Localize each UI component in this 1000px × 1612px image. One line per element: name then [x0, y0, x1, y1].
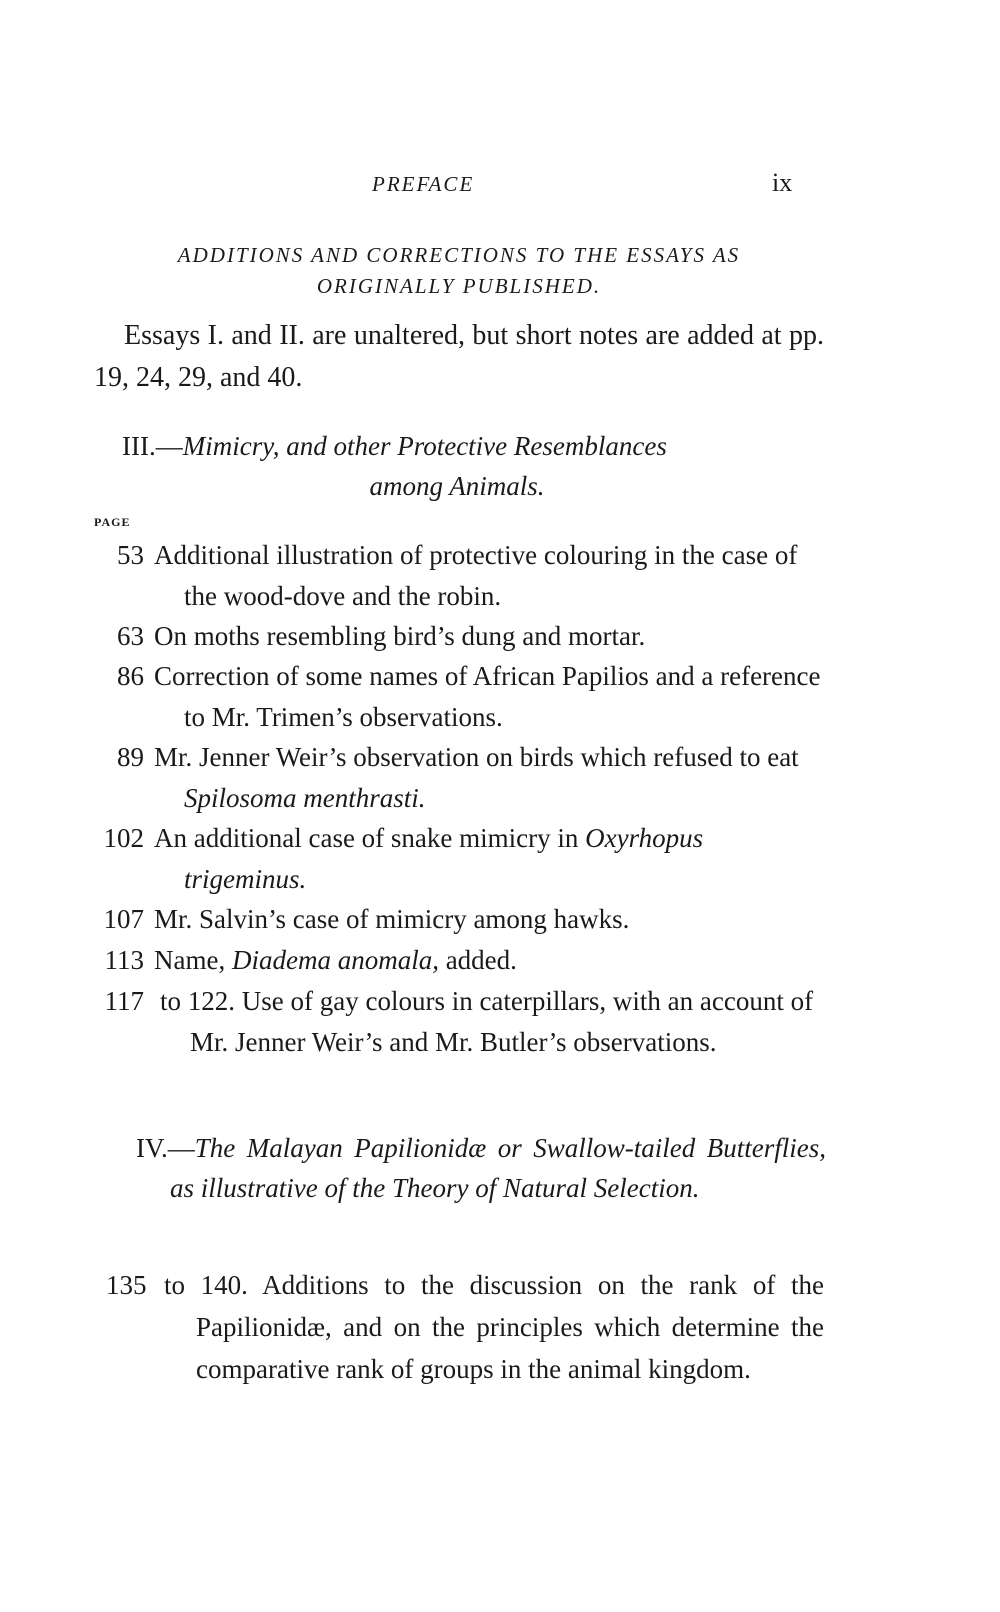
- entry-text: Name, Diadema anomala, added.: [154, 945, 517, 975]
- essay-3-numeral: III.—Mimicry, and other Protective Resemblances: [122, 431, 667, 461]
- essay-3-heading: [122, 426, 822, 506]
- entry-text: Mr. Salvin’s case of mimicry among hawks.: [154, 904, 630, 934]
- entry-text: Additional illustration of protective colouring in the case of the wood-dove and the robin.: [154, 540, 798, 611]
- species-name: Spilosoma menthrasti.: [184, 782, 426, 813]
- entry-page: 113: [104, 945, 144, 975]
- list-item: [94, 899, 829, 940]
- entry-page: 53: [117, 540, 144, 570]
- running-head: [0, 168, 1000, 212]
- section-heading-line1: ADDITIONS AND CORRECTIONS TO THE ESSAYS AS: [177, 243, 741, 267]
- entry-page: 63: [117, 621, 144, 651]
- page-number: ix: [772, 168, 793, 197]
- list-item: [94, 818, 829, 899]
- entry-text: On moths resembling bird’s dung and mortar.: [154, 621, 646, 651]
- essay-4-heading: [136, 1128, 826, 1208]
- entry-text: Correction of some names of African Papilios and a reference to Mr. Trimen’s observations.: [154, 661, 821, 732]
- section-heading: [100, 240, 818, 302]
- essay-3-title-line2: among Animals.: [369, 471, 545, 501]
- entry-text: Mr. Jenner Weir’s observation on birds which refused to eat Spilosoma menthrasti.: [154, 742, 799, 813]
- list-item: [94, 940, 829, 981]
- essay-4-numeral: IV.—: [136, 1133, 195, 1163]
- page-column-label: PAGE: [94, 515, 131, 529]
- list-item: [94, 981, 829, 1062]
- entry-page: 102: [103, 823, 144, 853]
- list-item: [94, 1264, 824, 1390]
- entry-text: An additional case of snake mimicry in Oxyrhopus trigeminus.: [154, 823, 704, 894]
- entry-text: to 140. Additions to the discussion on the rank of the Papilionidæ, and on the principles which determine the comparative rank of groups in the animal kingdom.: [164, 1270, 824, 1384]
- list-item: [94, 737, 829, 818]
- essay-3-title-line1: Mimicry, and other Protective Resemblances: [182, 431, 667, 461]
- entry-page: 117: [104, 986, 144, 1016]
- species-name: Diadema anomala,: [231, 945, 439, 975]
- section-heading-line2: ORIGINALLY PUBLISHED.: [316, 274, 602, 298]
- essay-4-title: The Malayan Papilionidæ or Swallow-tailed Butterflies, as illustrative of the Theory of Natural Selection.: [170, 1133, 826, 1203]
- intro-paragraph: Essays I. and II. are unaltered, but short notes are added at pp. 19, 24, 29, and 40.: [94, 320, 824, 393]
- entry-page: 89: [117, 742, 144, 772]
- list-item: [94, 535, 829, 616]
- list-item: [94, 656, 829, 737]
- species-name: Oxyrhopus trigeminus.: [184, 823, 704, 894]
- entry-page: 135: [106, 1270, 147, 1300]
- entry-page: 86: [117, 661, 144, 691]
- entry-page: 107: [103, 904, 144, 934]
- running-title: PREFACE: [372, 172, 475, 196]
- list-item: [94, 616, 829, 657]
- entry-text: to 122. Use of gay colours in caterpillars, with an account of Mr. Jenner Weir’s and Mr. Butler’s observations.: [160, 986, 814, 1057]
